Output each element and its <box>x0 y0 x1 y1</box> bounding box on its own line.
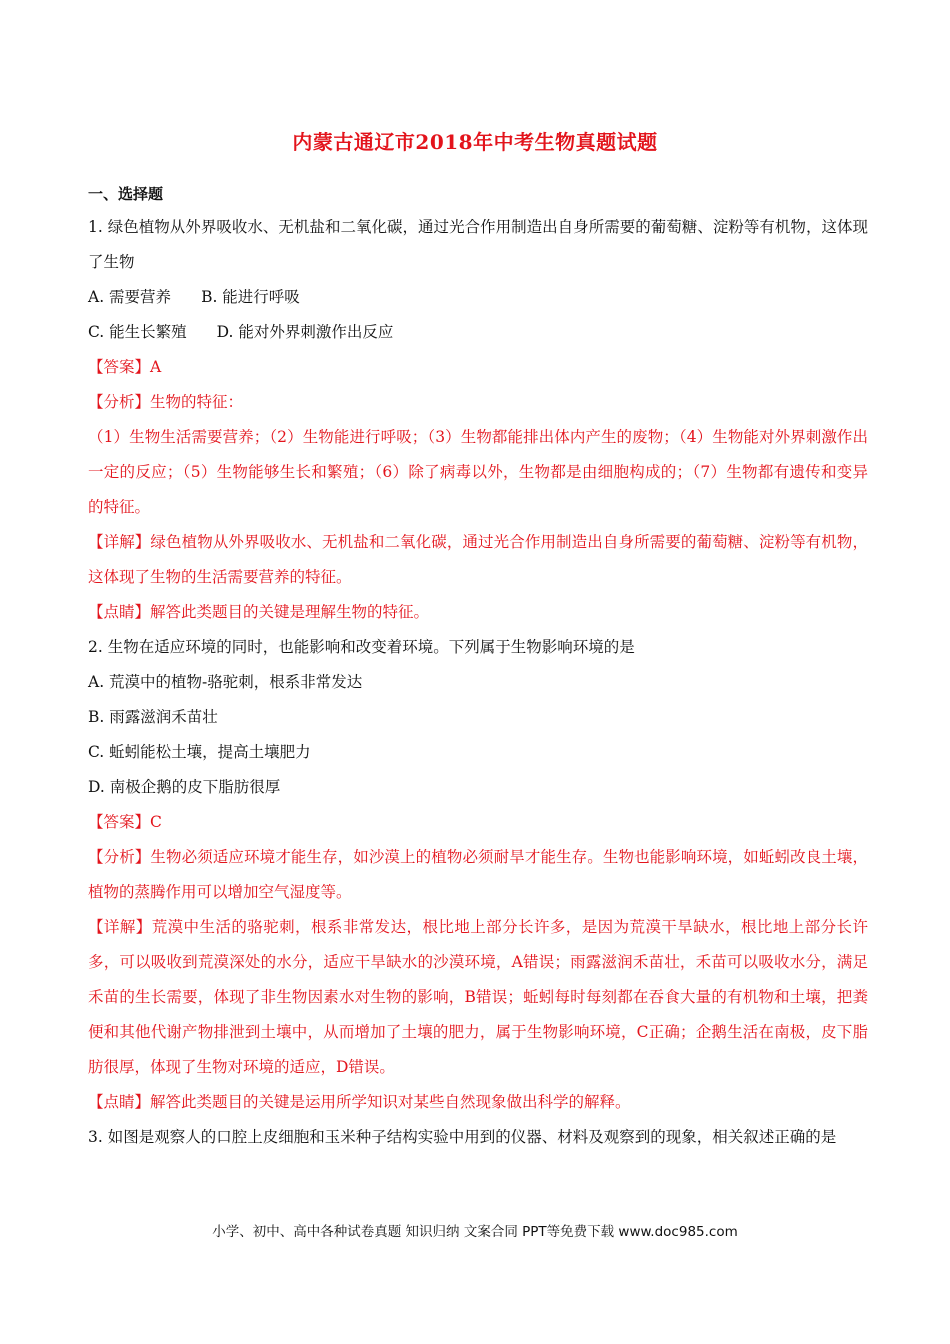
question-2-analysis: 【分析】生物必须适应环境才能生存，如沙漠上的植物必须耐旱才能生存。生物也能影响环境，如蚯蚓改良土壤，植物的蒸腾作用可以增加空气湿度等。 <box>88 848 868 901</box>
question-1-stem: 1. 绿色植物从外界吸收水、无机盐和二氧化碳，通过光合作用制造出自身所需要的葡萄糖、淀粉等有机物，这体现了生物 <box>88 218 868 271</box>
document-body <box>88 210 868 1155</box>
section-heading: 一、选择题 <box>88 185 164 203</box>
question-3-stem: 3. 如图是观察人的口腔上皮细胞和玉米种子结构实验中用到的仪器、材料及观察到的现象，相关叙述正确的是 <box>88 1128 837 1146</box>
question-2-stem: 2. 生物在适应环境的同时，也能影响和改变着环境。下列属于生物影响环境的是 <box>88 638 635 656</box>
question-1-options-cd <box>88 315 868 350</box>
question-1-option-d: D. 能对外界刺激作出反应 <box>216 323 394 341</box>
question-1-option-a: A. 需要营养 <box>88 288 172 306</box>
question-1-analysis: 【分析】生物的特征： <box>88 393 244 411</box>
question-2-option-a: A. 荒漠中的植物-骆驼刺，根系非常发达 <box>88 673 363 691</box>
question-1-comment: 【点睛】解答此类题目的关键是理解生物的特征。 <box>88 603 430 621</box>
question-2-option-c: C. 蚯蚓能松土壤，提高土壤肥力 <box>88 743 311 761</box>
question-2-option-b: B. 雨露滋润禾苗壮 <box>88 708 218 726</box>
question-2-option-d: D. 南极企鹅的皮下脂肪很厚 <box>88 778 281 796</box>
page-footer: 小学、初中、高中各种试卷真题 知识归纳 文案合同 PPT等免费下载 www.doc985.com <box>212 1224 738 1240</box>
question-2-answer: 【答案】C <box>88 813 162 831</box>
question-1-analysis-body: （1）生物生活需要营养；（2）生物能进行呼吸；（3）生物都能排出体内产生的废物；（4）生物能对外界刺激作出一定的反应；（5）生物能够生长和繁殖；（6）除了病毒以外，生物都是由细胞构成的；（7）生物都有遗传和变异的特征。 <box>88 428 868 516</box>
question-1-options-ab <box>88 280 868 315</box>
question-1-option-c: C. 能生长繁殖 <box>88 323 187 341</box>
question-2-comment: 【点睛】解答此类题目的关键是运用所学知识对某些自然现象做出科学的解释。 <box>88 1093 631 1111</box>
question-1-option-b: B. 能进行呼吸 <box>201 288 300 306</box>
question-1-detail: 【详解】绿色植物从外界吸收水、无机盐和二氧化碳，通过光合作用制造出自身所需要的葡萄糖、淀粉等有机物，这体现了生物的生活需要营养的特征。 <box>88 533 868 586</box>
question-1-answer: 【答案】A <box>88 358 162 376</box>
question-2-detail: 【详解】荒漠中生活的骆驼刺，根系非常发达，根比地上部分长许多，是因为荒漠干旱缺水，根比地上部分长许多，可以吸收到荒漠深处的水分，适应干旱缺水的沙漠环境，A错误；雨露滋润禾苗壮，禾苗可以吸收水分，满足禾苗的生长需要，体现了非生物因素水对生物的影响，B错误；蚯蚓每时每刻都在吞食大量的有机物和土壤，把粪便和其他代谢产物排泄到土壤中，从而增加了土壤的肥力，属于生物影响环境，C正确；企鹅生活在南极，皮下脂肪很厚，体现了生物对环境的适应，D错误。 <box>88 918 868 1076</box>
document-title: 内蒙古通辽市2018年中考生物真题试题 <box>292 130 658 154</box>
